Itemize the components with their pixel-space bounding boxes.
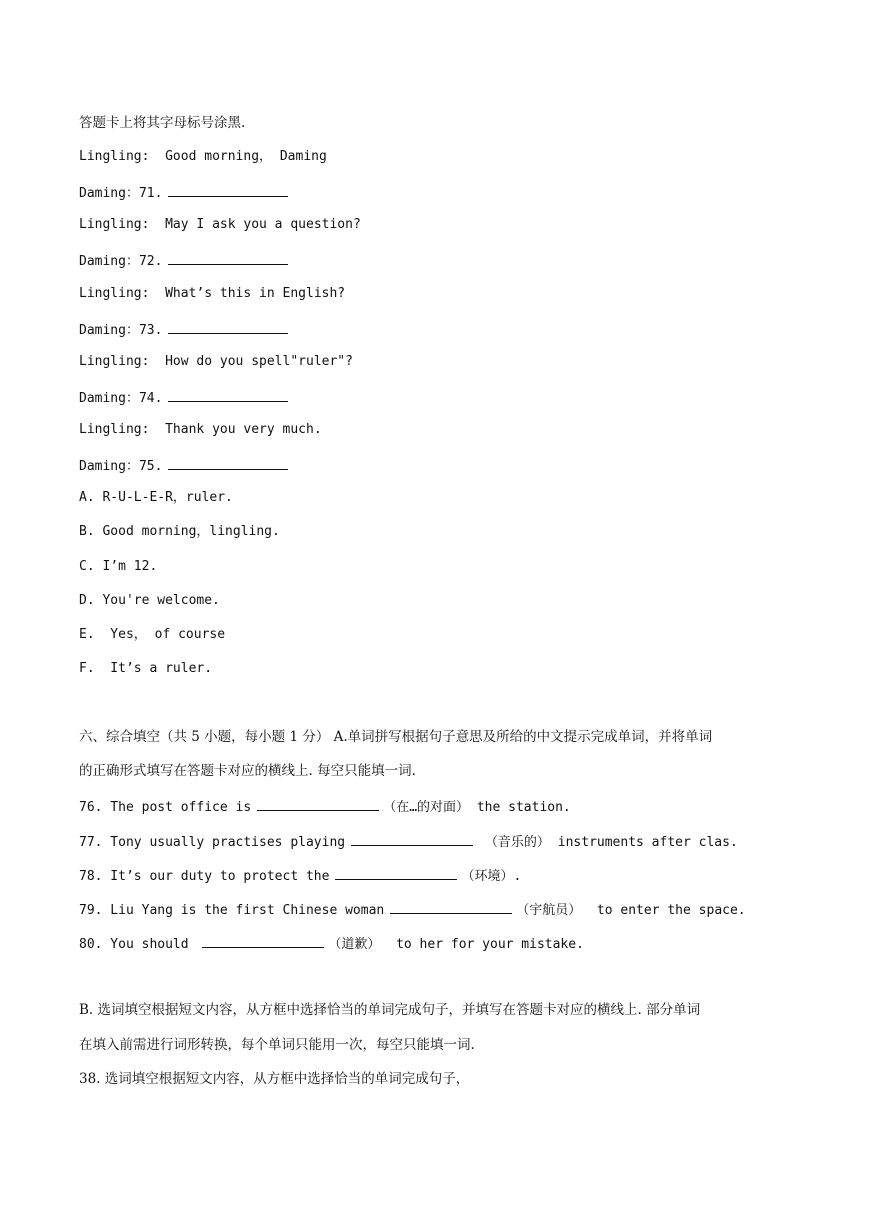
section-heading: 六、综合填空（共 5 小题，每小题 1 分） A.单词拼写根据句子意思及所给的中文提示完成单词，并将单词 — [79, 729, 713, 745]
answer-blank-71[interactable] — [168, 182, 288, 197]
fill-item-78: 78. It’s our duty to protect the （环境）. — [79, 865, 521, 886]
section-b-instructions-cont: 在填入前需进行词形转换，每个单词只能用一次，每空只能填一词. — [79, 1037, 475, 1053]
answer-blank-79[interactable] — [390, 899, 512, 914]
dialogue-line: Lingling: How do you spell"ruler"? — [79, 354, 353, 369]
answer-blank-72[interactable] — [168, 250, 288, 265]
dialogue-line: Lingling: What’s this in English? — [79, 286, 346, 301]
fill-item-79: 79. Liu Yang is the first Chinese woman （宇航员） to enter the space. — [79, 899, 746, 920]
answer-blank-78[interactable] — [335, 865, 457, 880]
dialogue-line: Daming：72. — [79, 250, 292, 271]
dialogue-line: Lingling: Thank you very much. — [79, 422, 322, 437]
intro-line: 答题卡上将其字母标号涂黑. — [79, 115, 246, 131]
answer-blank-76[interactable] — [257, 796, 379, 811]
answer-blank-75[interactable] — [168, 455, 288, 470]
dialogue-line: Lingling: Good morning， Daming — [79, 149, 327, 164]
option-e: E. Yes， of course — [79, 627, 226, 642]
option-a: A. R-U-L-E-R，ruler. — [79, 490, 233, 505]
option-f: F. It’s a ruler. — [79, 661, 213, 676]
dialogue-line: Daming：75. — [79, 455, 292, 476]
section-heading-cont: 的正确形式填写在答题卡对应的横线上. 每空只能填一词. — [79, 763, 416, 779]
answer-blank-74[interactable] — [168, 387, 288, 402]
option-b: B. Good morning，lingling. — [79, 524, 280, 539]
fill-item-80: 80. You should （道歉） to her for your mistake. — [79, 933, 584, 954]
dialogue-line: Lingling: May I ask you a question? — [79, 217, 361, 232]
answer-blank-73[interactable] — [168, 319, 288, 334]
dialogue-line: Daming：73. — [79, 319, 292, 340]
question-38: 38. 选词填空根据短文内容，从方框中选择恰当的单词完成句子， — [79, 1071, 470, 1087]
option-d: D. You're welcome. — [79, 593, 220, 608]
dialogue-line: Daming：74. — [79, 387, 292, 408]
option-c: C. I’m 12. — [79, 559, 158, 574]
answer-blank-80[interactable] — [202, 933, 324, 948]
fill-item-76: 76. The post office is （在…的对面） the station. — [79, 796, 571, 817]
answer-blank-77[interactable] — [351, 831, 473, 846]
section-b-instructions: B. 选词填空根据短文内容，从方框中选择恰当的单词完成句子，并填写在答题卡对应的横线上. 部分单词 — [79, 1002, 701, 1018]
fill-item-77: 77. Tony usually practises playing （音乐的） instruments after clas. — [79, 831, 738, 852]
dialogue-line: Daming：71. — [79, 182, 292, 203]
